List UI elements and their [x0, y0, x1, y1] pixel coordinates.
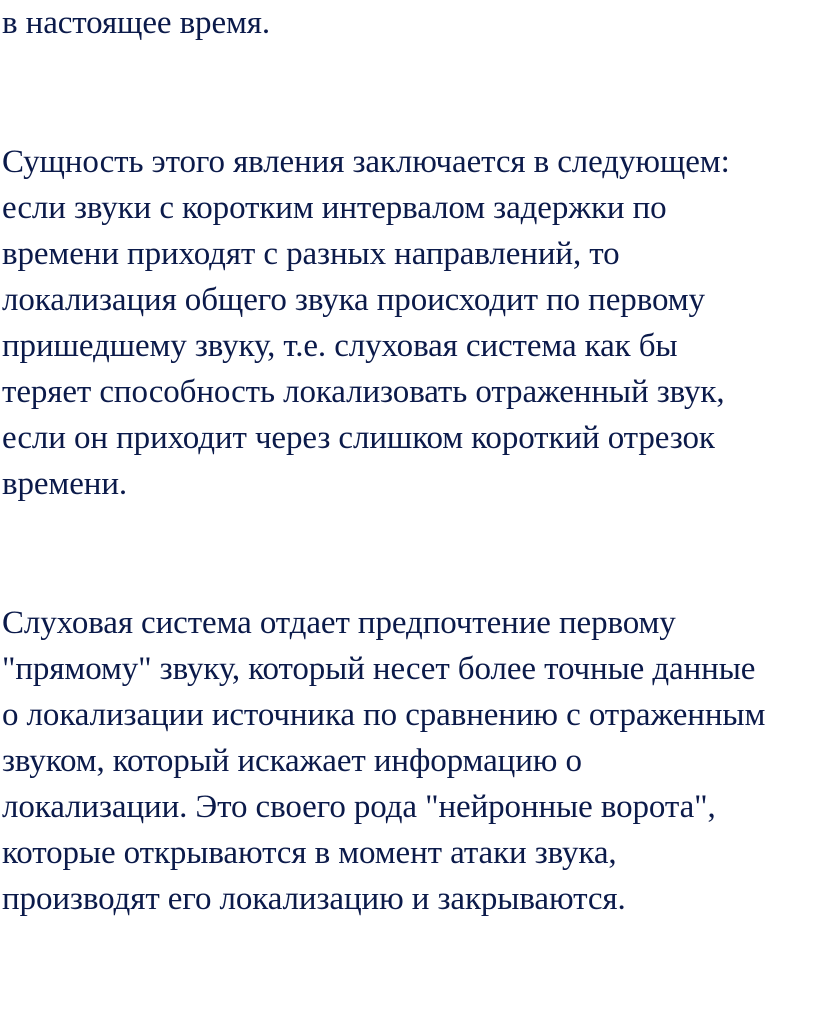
paragraph-line: которые открываются в момент атаки звука,: [2, 835, 617, 871]
paragraph-line: времени.: [2, 466, 128, 502]
paragraph-line: производят его локализацию и закрываются.: [2, 881, 626, 917]
paragraph-line: пришедшему звуку, т.е. слуховая система как бы: [2, 328, 678, 364]
paragraph-line: локализации. Это своего рода "нейронные ворота",: [2, 789, 716, 825]
paragraph-line: Слуховая система отдает предпочтение первому: [2, 605, 676, 641]
paragraph-line: о локализации источника по сравнению с отраженным: [2, 697, 766, 733]
paragraph-line: если он приходит через слишком короткий отрезок: [2, 420, 715, 456]
paragraph-line: "прямому" звуку, который несет более точные данные: [2, 651, 756, 687]
paragraph-line: звуком, который искажает информацию о: [2, 743, 582, 779]
paragraph-line: если звуки с коротким интервалом задержки по: [2, 190, 667, 226]
paragraph-line: теряет способность локализовать отраженный звук,: [2, 374, 725, 410]
paragraph-line: Сущность этого явления заключается в следующем:: [2, 144, 730, 180]
paragraph-line: локализация общего звука происходит по первому: [2, 282, 705, 318]
intro-line: в настоящее время.: [2, 5, 271, 41]
paragraph-line: времени приходят с разных направлений, то: [2, 236, 620, 272]
